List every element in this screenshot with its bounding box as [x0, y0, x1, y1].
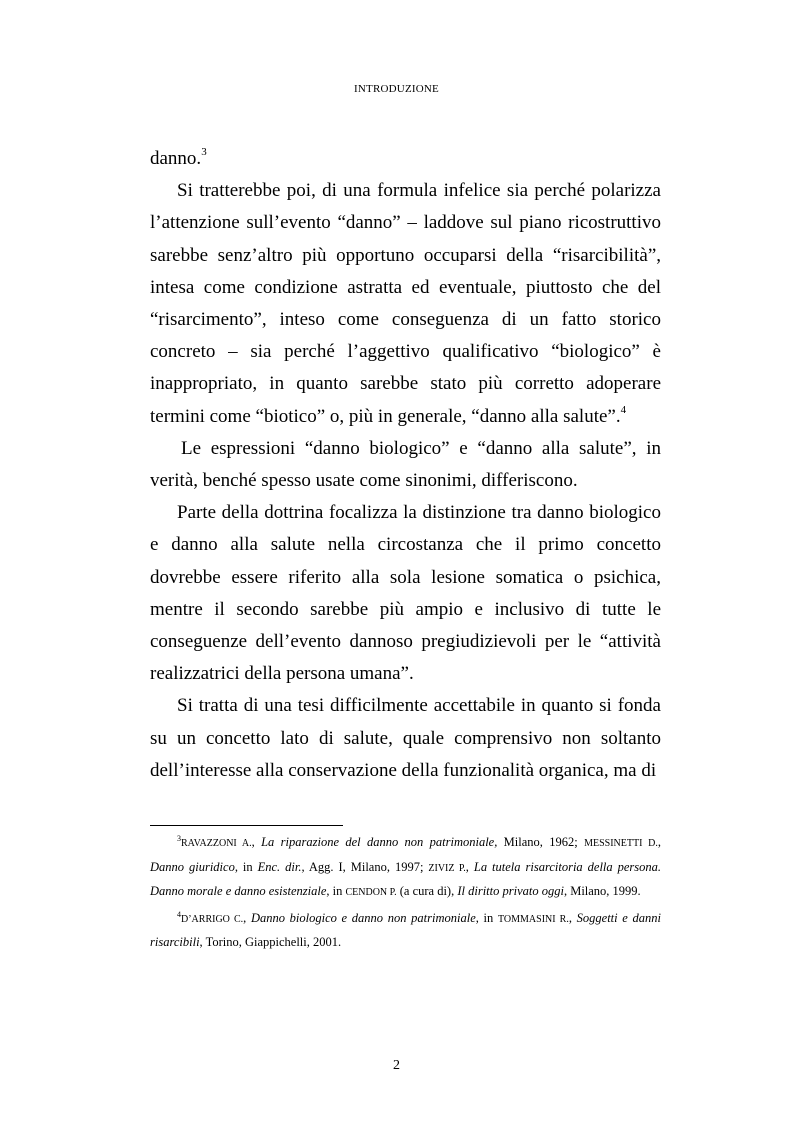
- footnote-number: 3: [177, 834, 181, 843]
- author-name: ZIVIZ P.: [428, 862, 466, 874]
- work-title: Danno giuridico: [150, 859, 235, 874]
- footnote-text: ,: [568, 910, 577, 925]
- footnote-text: , Milano, 1999.: [563, 884, 641, 898]
- body-text: [150, 143, 661, 787]
- footnote-text: ,: [657, 835, 661, 849]
- paragraph: Si tratta di una tesi difficilmente accettabile in quanto si fonda su un concetto lato di salute, quale comprensivo non soltanto dell’interesse alla conservazione della funzionalità organica, ma di: [150, 695, 661, 781]
- paragraph-text: Si tratterebbe poi, di una formula infelice sia perché polarizza l’attenzione sull’evento “danno” – laddove sul piano ricostruttivo sarebbe senz’altro più opportuno occuparsi della “risarcibilità”, intesa come condizione astratta ed eventuale, piuttosto che del “risarcimento”, inteso come conseguenza di un fatto storico concreto – sia perché l’aggettivo qualificativo “biologico” è inappropriato, in quanto sarebbe stato più corretto adoperare termini come “biotico” o, più in generale, “danno alla salute”.: [150, 180, 661, 427]
- footnote-text: , in: [234, 859, 258, 874]
- footnotes: [150, 831, 661, 957]
- footnote-text: , Torino, Giappichelli, 2001.: [199, 935, 342, 949]
- footnote-3: [150, 831, 661, 905]
- page-number: 2: [393, 1058, 400, 1073]
- author-name: D’ARRIGO C.: [181, 913, 244, 925]
- running-header: INTRODUZIONE: [354, 83, 439, 95]
- footnote-ref-3[interactable]: 3: [201, 146, 207, 158]
- footnote-text: Milano, 1962;: [497, 835, 585, 849]
- author-name: CENDON P.: [345, 887, 397, 898]
- work-title: Il diritto privato oggi: [457, 884, 564, 898]
- paragraph: [150, 175, 661, 433]
- footnote-text: ,: [251, 835, 262, 849]
- author-name: MESSINETTI D.: [584, 838, 658, 849]
- footnote-separator: [150, 825, 343, 826]
- work-title: Soggetti e danni risarcibili: [150, 910, 662, 949]
- author-name: TOMMASINI R.: [497, 913, 569, 925]
- footnote-number: 4: [177, 909, 181, 919]
- footnote-4: [150, 907, 661, 955]
- author-name: RAVAZZONI A.: [181, 838, 252, 849]
- footnote-text: ,: [465, 859, 474, 874]
- paragraph-text: danno.: [150, 148, 202, 169]
- footnote-text: , in: [475, 910, 498, 925]
- work-title: Danno biologico e danno non patrimoniale: [250, 910, 476, 925]
- paragraph: Parte della dottrina focalizza la distinzione tra danno biologico e danno alla salute nella circostanza che il primo concetto dovrebbe essere riferito alla sola lesione somatica o psichica, mentre il secondo sarebbe più ampio e inclusivo di tutte le conseguenze dell’evento dannoso pregiudizievoli per le “attività realizzatrici della persona umana”.: [150, 502, 661, 685]
- paragraph: Le espressioni “danno biologico” e “danno alla salute”, in verità, benché spesso usate come sinonimi, differiscono.: [150, 437, 661, 492]
- footnote-text: Agg. I, Milano, 1997;: [304, 859, 429, 874]
- work-title: La tutela risarcitoria della persona. Danno morale e danno esistenziale: [150, 859, 662, 898]
- footnote-text: (a cura di),: [396, 884, 458, 898]
- work-title: Enc. dir.,: [257, 859, 305, 874]
- paragraph-continuation: [150, 143, 661, 175]
- footnote-text: , in: [326, 884, 346, 898]
- work-title: La riparazione del danno non patrimoniale,: [261, 835, 498, 849]
- footnote-text: ,: [243, 910, 251, 925]
- footnote-ref-4[interactable]: 4: [620, 403, 627, 416]
